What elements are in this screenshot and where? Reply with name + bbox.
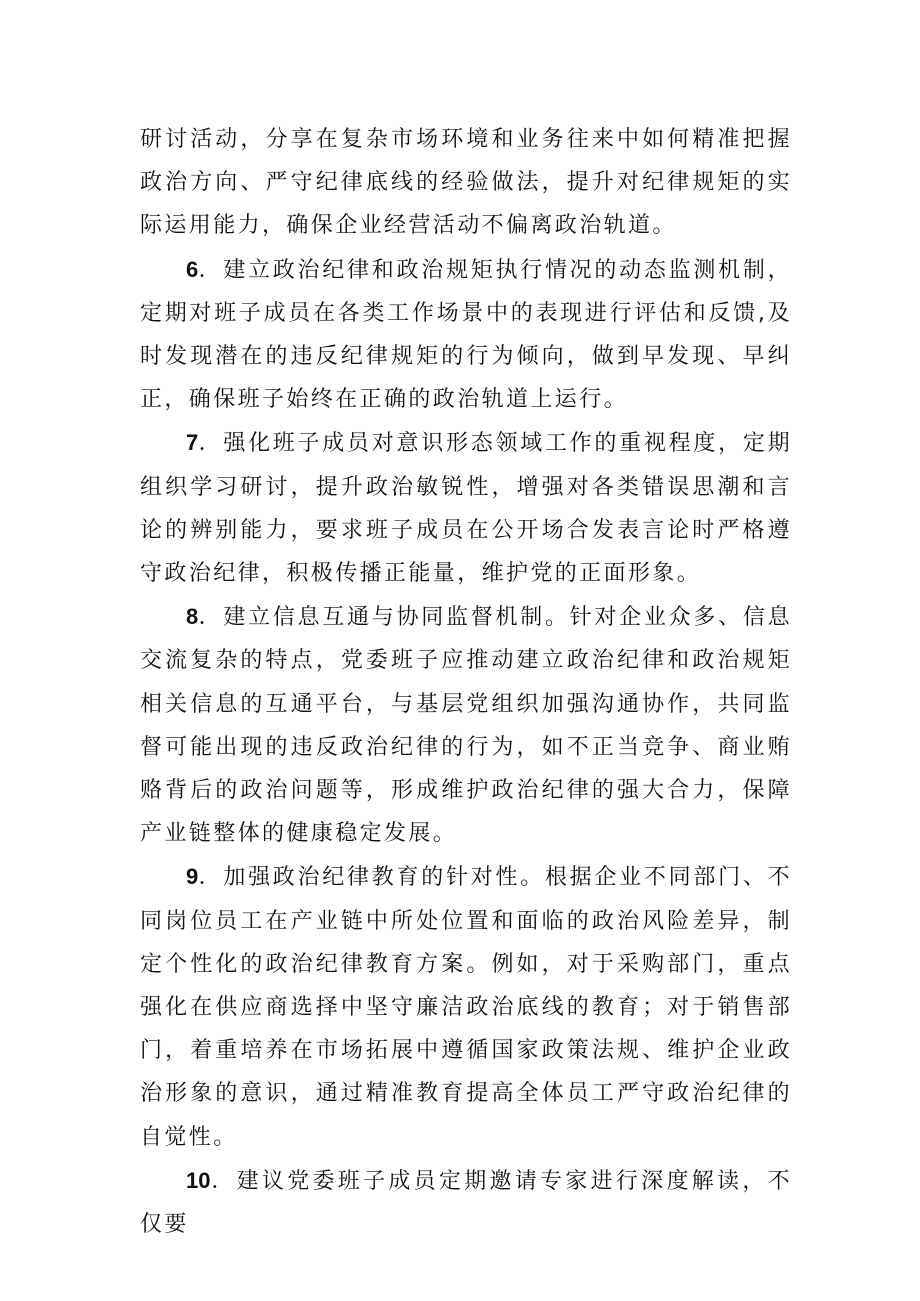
document-body bbox=[140, 118, 792, 1246]
paragraph-number: 6 bbox=[186, 256, 199, 282]
paragraph-text: ．加强政治纪律教育的针对性。根据企业不同部门、不同岗位员工在产业链中所处位置和面临的政治风险差异，制定个性化的政治纪律教育方案。例如，对于采购部门，重点强化在供应商选择中坚守廉洁政治底线的教育；对于销售部门，着重培养在市场拓展中遵循国家政策法规、维护企业政治形象的意识，通过精准教育提高全体员工严守政治纪律的自觉性。 bbox=[140, 865, 792, 1150]
paragraph-item-9 bbox=[140, 855, 792, 1158]
paragraph-number: 9 bbox=[186, 864, 199, 890]
paragraph-text: ．建立政治纪律和政治规矩执行情况的动态监测机制，定期对班子成员在各类工作场景中的表现进行评估和反馈,及时发现潜在的违反纪律规矩的行为倾向，做到早发现、早纠正，确保班子始终在正确的政治轨道上运行。 bbox=[140, 257, 792, 413]
paragraph-text: ．建立信息互通与协同监督机制。针对企业众多、信息交流复杂的特点，党委班子应推动建立政治纪律和政治规矩相关信息的互通平台，与基层党组织加强沟通协作，共同监督可能出现的违反政治纪律的行为，如不正当竞争、商业贿赂背后的政治问题等，形成维护政治纪律的强大合力，保障产业链整体的健康稳定发展。 bbox=[140, 605, 792, 847]
paragraph-item-6 bbox=[140, 248, 792, 422]
paragraph-text: 研讨活动，分享在复杂市场环境和业务往来中如何精准把握政治方向、严守纪律底线的经验做法，提升对纪律规矩的实际运用能力，确保企业经营活动不偏离政治轨道。 bbox=[140, 127, 792, 239]
paragraph-text: ．强化班子成员对意识形态领域工作的重视程度，定期组织学习研讨，提升政治敏锐性，增强对各类错误思潮和言论的辨别能力，要求班子成员在公开场合发表言论时严格遵守政治纪律，积极传播正能量，维护党的正面形象。 bbox=[140, 431, 792, 587]
paragraph-number: 8 bbox=[186, 604, 199, 630]
paragraph-item-7 bbox=[140, 421, 792, 595]
paragraph-number: 10 bbox=[186, 1167, 211, 1193]
paragraph-item-10 bbox=[140, 1159, 792, 1246]
paragraph-item-8 bbox=[140, 595, 792, 855]
paragraph-number: 7 bbox=[186, 430, 199, 456]
paragraph-continuation bbox=[140, 118, 792, 248]
paragraph-text: ．建议党委班子成员定期邀请专家进行深度解读，不仅要 bbox=[140, 1168, 792, 1238]
